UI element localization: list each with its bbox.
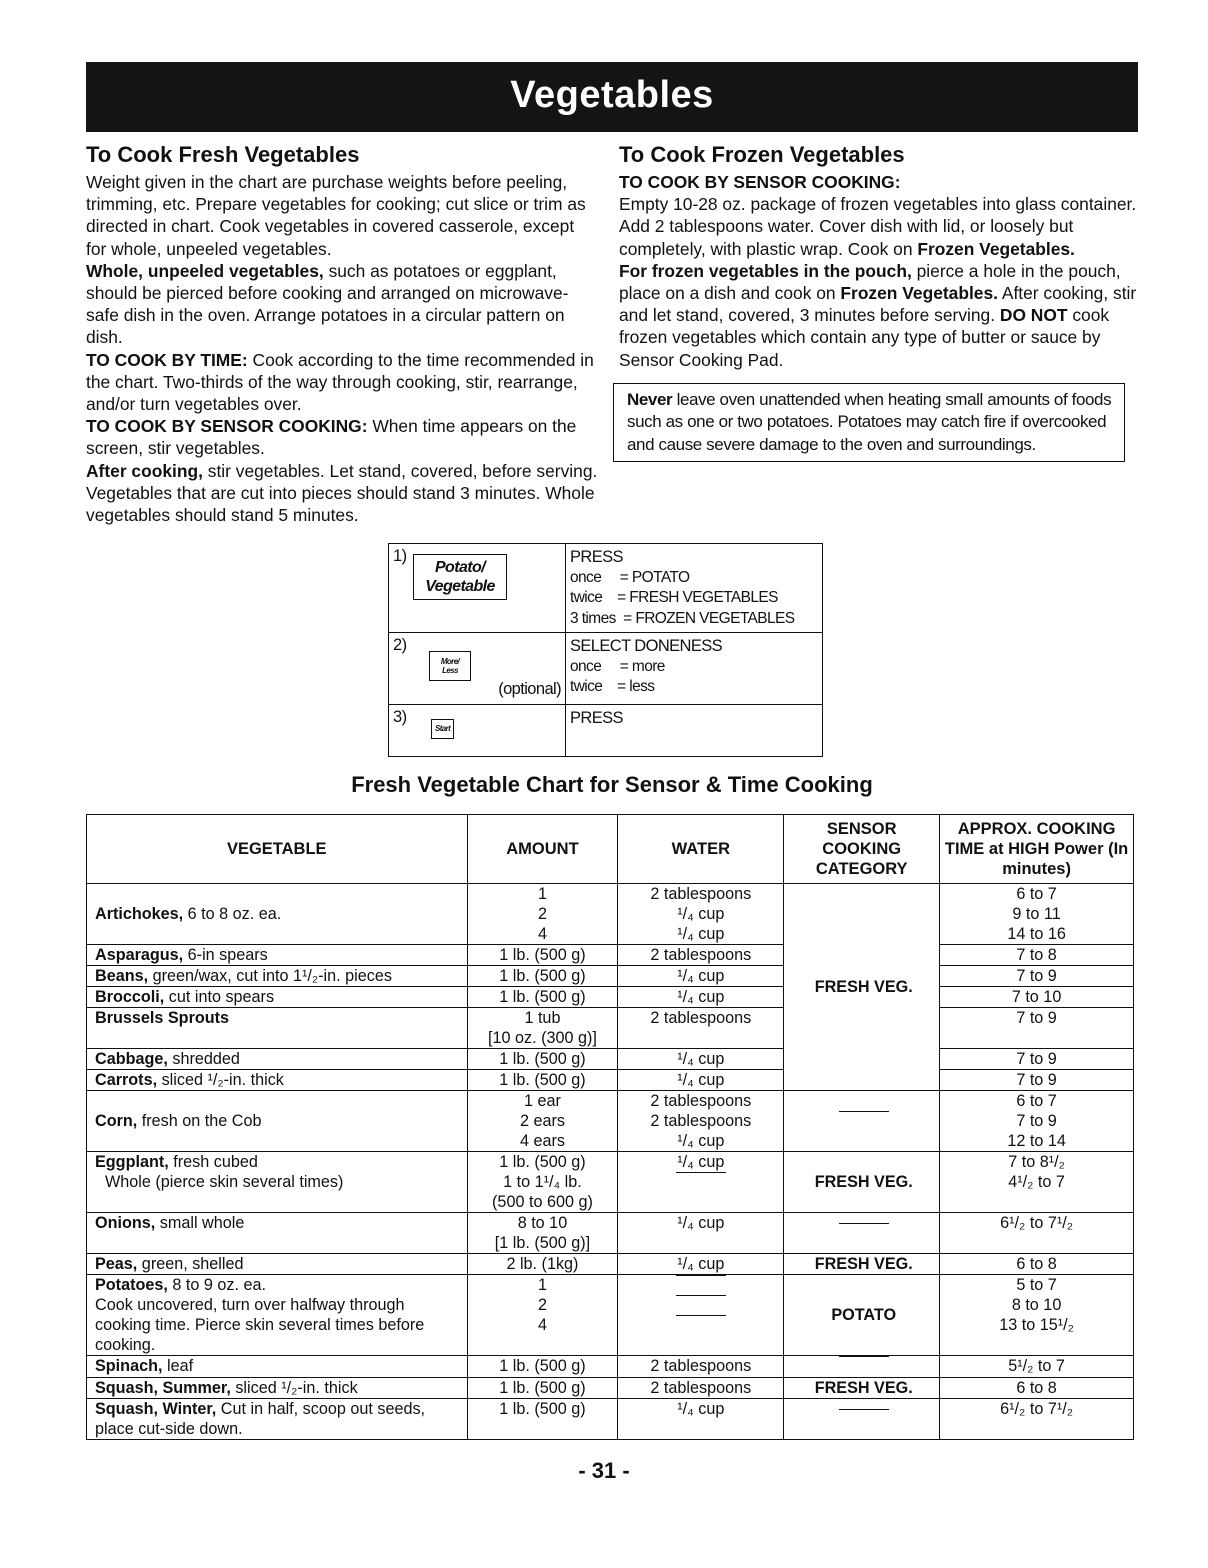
water-line	[622, 1172, 779, 1192]
time-cell	[940, 987, 1134, 1008]
vegetable-cell	[87, 1213, 468, 1254]
amount-line: 1 lb. (500 g)	[499, 1050, 586, 1068]
vegetable-name: Squash, Winter,	[95, 1400, 217, 1419]
amount-cell	[467, 1275, 618, 1356]
vegetable-cell	[87, 987, 468, 1008]
step-instructions	[566, 544, 823, 633]
time-line: 5¹/₂ to 7	[1008, 1357, 1065, 1375]
table-row	[87, 884, 1134, 945]
vegetable-chart	[86, 814, 1134, 1440]
water-line: ¹/₄ cup	[677, 1214, 725, 1232]
water-line: ¹/₄ cup	[677, 1132, 725, 1150]
time-cell	[940, 1152, 1134, 1213]
vegetable-desc: small whole	[155, 1214, 245, 1232]
vegetable-cell	[87, 945, 468, 966]
amount-line: (500 to 600 g)	[492, 1193, 593, 1211]
table-row	[87, 966, 1134, 987]
time-line: 7 to 8	[1016, 946, 1057, 964]
amount-line: 1 lb. (500 g)	[499, 967, 586, 985]
fresh-paragraph: TO COOK BY SENSOR COOKING: When time appears on the screen, stir vegetables.	[86, 416, 577, 459]
category-cell: POTATO	[784, 1275, 940, 1356]
water-cell	[618, 987, 784, 1008]
time-cell	[940, 1356, 1134, 1378]
amount-line: 1 lb. (500 g)	[499, 1379, 586, 1398]
column-header: WATER	[618, 815, 784, 884]
step-key-cell	[389, 544, 566, 633]
vegetable-desc: 6-in spears	[183, 946, 268, 964]
time-line: 7 to 10	[1011, 988, 1062, 1006]
page-number: - 31 -	[578, 1458, 630, 1483]
amount-line: 2 ears	[519, 1112, 565, 1130]
table-row	[87, 945, 1134, 966]
time-cell	[940, 1070, 1134, 1091]
frozen-paragraph: Empty 10-28 oz. package of frozen vegetables into glass container. Add 2 tablespoons water. Cover dish with lid, or loosely but completely, with plastic wrap. Cook on Frozen Vegetables.	[619, 194, 1137, 259]
dash-mark	[839, 1409, 889, 1430]
time-line: 7 to 8¹/₂	[1008, 1153, 1065, 1171]
water-line: ¹/₄ cup	[677, 988, 725, 1006]
amount-cell	[467, 1091, 618, 1152]
table-row	[87, 1254, 1134, 1275]
time-cell	[940, 1091, 1134, 1152]
water-cell	[618, 1070, 784, 1091]
step-number: 3)	[393, 708, 407, 726]
water-cell	[618, 945, 784, 966]
fresh-paragraph: After cooking, stir vegetables. Let stand, covered, before serving. Vegetables that are cut into pieces should stand 3 minutes. Whole vegetables should stand 5 minutes.	[86, 460, 598, 526]
vegetable-cell	[87, 1008, 468, 1049]
amount-line: 1 to 1¹/₄ lb.	[503, 1173, 582, 1191]
amount-line: 1	[537, 1276, 547, 1294]
vegetable-cell	[87, 966, 468, 987]
category-cell	[784, 1399, 940, 1440]
amount-line: [1 lb. (500 g)]	[494, 1234, 591, 1252]
step-number: 1)	[393, 547, 407, 565]
vegetable-desc: sliced ¹/₂-in. thick	[157, 1071, 284, 1089]
vegetable-cell	[87, 1356, 468, 1378]
vegetable-desc: fresh cubed	[168, 1153, 258, 1171]
vegetable-desc: green/wax, cut into 1¹/₂-in. pieces	[148, 967, 392, 985]
amount-line: 2	[537, 905, 547, 923]
vegetable-desc: sliced ¹/₂-in. thick	[230, 1379, 358, 1398]
time-line: 6 to 7	[1016, 885, 1057, 903]
vegetable-name: Squash, Summer,	[95, 1379, 231, 1398]
vegetable-cell	[87, 1399, 468, 1440]
amount-line: 2 lb. (1kg)	[506, 1255, 579, 1273]
water-cell	[618, 1049, 784, 1070]
table-row	[87, 987, 1134, 1008]
vegetable-name: Beans,	[95, 967, 149, 985]
category-cell: FRESH VEG.	[784, 884, 940, 1091]
page-banner: Vegetables	[86, 62, 1138, 132]
water-cell	[618, 884, 784, 945]
water-cell	[618, 1378, 784, 1399]
step-line: once = POTATO	[570, 568, 690, 586]
time-cell	[940, 945, 1134, 966]
category-cell	[784, 1091, 940, 1152]
vegetable-name: Asparagus,	[95, 946, 184, 964]
amount-line: 8 to 10	[517, 1214, 568, 1232]
table-row	[87, 1213, 1134, 1254]
vegetable-name: Peas,	[95, 1255, 138, 1273]
vegetable-note: Cook uncovered, turn over halfway through cooking time. Pierce skin several times before cooking.	[95, 1296, 425, 1354]
amount-line: 1 lb. (500 g)	[499, 1400, 586, 1419]
vegetable-desc: shredded	[167, 1050, 240, 1068]
dash-mark	[839, 1111, 889, 1132]
more-less-pad-icon: More/ Less	[429, 651, 471, 681]
vegetable-desc: 6 to 8 oz. ea.	[183, 905, 282, 923]
water-line: ¹/₄ cup	[677, 967, 725, 985]
vegetable-cell	[87, 1152, 468, 1213]
amount-cell	[467, 1399, 618, 1440]
water-line: 2 tablespoons	[650, 1357, 752, 1375]
step-row	[389, 705, 823, 757]
vegetable-cell	[87, 1378, 468, 1399]
water-cell	[618, 1399, 784, 1440]
vegetable-name: Broccoli,	[95, 988, 165, 1006]
dash-mark	[839, 1356, 889, 1377]
amount-line: 1 tub	[524, 1009, 561, 1027]
time-line: 12 to 14	[1007, 1132, 1066, 1150]
steps-table	[388, 543, 823, 757]
amount-cell	[467, 1049, 618, 1070]
time-line: 6 to 8	[1016, 1379, 1057, 1398]
water-line: 2 tablespoons	[650, 1092, 752, 1110]
vegetable-name: Brussels Sprouts	[95, 1009, 230, 1027]
table-row	[87, 1356, 1134, 1378]
time-cell	[940, 1275, 1134, 1356]
water-line	[622, 1275, 779, 1295]
time-line: 8 to 10	[1011, 1296, 1062, 1314]
time-cell	[940, 1213, 1134, 1254]
time-line: 6 to 8	[1016, 1255, 1057, 1273]
dash-mark	[676, 1275, 726, 1296]
table-row	[87, 1378, 1134, 1399]
amount-cell	[467, 1152, 618, 1213]
table-row	[87, 1091, 1134, 1152]
category-cell: FRESH VEG.	[784, 1378, 940, 1399]
time-cell	[940, 1378, 1134, 1399]
column-header: VEGETABLE	[87, 815, 468, 884]
step-line: PRESS	[570, 548, 623, 566]
optional-note: (optional)	[498, 680, 561, 698]
category-cell: FRESH VEG.	[784, 1254, 940, 1275]
vegetable-desc: green, shelled	[137, 1255, 244, 1273]
vegetable-desc: Cut in half, scoop out seeds, place cut-side down.	[95, 1400, 426, 1439]
water-line	[622, 1295, 779, 1315]
category-cell	[784, 1213, 940, 1254]
table-row	[87, 1070, 1134, 1091]
water-line: 2 tablespoons	[650, 1009, 752, 1027]
amount-line: 1 ear	[524, 1092, 561, 1110]
vegetable-desc: fresh on the Cob	[137, 1112, 262, 1130]
chart-title: Fresh Vegetable Chart for Sensor & Time Cooking	[351, 772, 873, 797]
water-cell	[618, 1213, 784, 1254]
amount-cell	[467, 1378, 618, 1399]
amount-line: 4 ears	[519, 1132, 565, 1150]
time-cell	[940, 884, 1134, 945]
step-line: 3 times = FROZEN VEGETABLES	[570, 609, 795, 627]
time-cell	[940, 966, 1134, 987]
frozen-paragraph: For frozen vegetables in the pouch, pierce a hole in the pouch, place on a dish and cook on Frozen Vegetables. After cooking, stir and let stand, covered, 3 minutes before serving. DO NOT cook frozen vegetables which contain any type of butter or sauce by Sensor Cooking Pad.	[619, 260, 1137, 370]
vegetable-desc: 8 to 9 oz. ea.	[167, 1276, 266, 1294]
dash-mark	[676, 1295, 726, 1316]
time-line: 5 to 7	[1016, 1276, 1057, 1294]
dash-mark	[676, 1172, 726, 1193]
fresh-section	[86, 142, 598, 526]
amount-line: 1 lb. (500 g)	[499, 1071, 586, 1089]
frozen-subheading: TO COOK BY SENSOR COOKING:	[619, 172, 901, 192]
frozen-section	[619, 142, 1139, 462]
water-line: ¹/₄ cup	[677, 1255, 725, 1273]
amount-line: 1 lb. (500 g)	[499, 946, 586, 964]
time-cell	[940, 1254, 1134, 1275]
water-cell	[618, 1254, 784, 1275]
step-row	[389, 633, 823, 705]
time-cell	[940, 1399, 1134, 1440]
water-line: ¹/₄ cup	[677, 1153, 725, 1171]
time-line: 7 to 9	[1016, 1009, 1057, 1027]
category-cell: FRESH VEG.	[784, 1152, 940, 1213]
vegetable-name: Potatoes,	[95, 1276, 168, 1294]
time-line: 4¹/₂ to 7	[1008, 1173, 1065, 1191]
amount-cell	[467, 1356, 618, 1378]
vegetable-cell	[87, 1091, 468, 1152]
fresh-paragraph: Whole, unpeeled vegetables, such as potatoes or eggplant, should be pierced before cooking and arranged on microwave-safe dish in the oven. Arrange potatoes in a circular pattern on dish.	[86, 260, 569, 348]
water-line: ¹/₄ cup	[677, 1071, 725, 1089]
water-line: ¹/₄ cup	[677, 905, 725, 923]
amount-cell	[467, 1213, 618, 1254]
amount-line: 1	[537, 885, 547, 903]
vegetable-name: Carrots,	[95, 1071, 158, 1089]
step-line: twice = FRESH VEGETABLES	[570, 589, 778, 606]
water-cell	[618, 966, 784, 987]
vegetable-name: Artichokes,	[95, 905, 184, 923]
time-line: 9 to 11	[1012, 905, 1061, 923]
fresh-paragraph: TO COOK BY TIME: Cook according to the time recommended in the chart. Two-thirds of the way through cooking, stir, rearrange, and/or turn vegetables over.	[86, 349, 594, 415]
chart-body	[87, 884, 1134, 1440]
category-cell	[784, 1356, 940, 1378]
time-cell	[940, 1049, 1134, 1070]
dash-mark	[676, 1315, 726, 1336]
fresh-paragraph: Weight given in the chart are purchase weights before peeling, trimming, etc. Prepare vegetables for cooking; cut slice or trim as directed in chart. Cook vegetables in covered casserole, except for whole, unpeeled vegetables.	[86, 172, 586, 259]
vegetable-cell	[87, 1254, 468, 1275]
time-cell	[940, 1008, 1134, 1049]
step-line: SELECT DONENESS	[570, 637, 723, 655]
table-row	[87, 1049, 1134, 1070]
water-line: 2 tablespoons	[650, 1379, 752, 1398]
amount-line: 1 lb. (500 g)	[499, 988, 586, 1006]
chart-header-row	[87, 815, 1134, 884]
step-line: once = more	[570, 657, 665, 675]
time-line: 13 to 15¹/₂	[999, 1316, 1074, 1334]
amount-cell	[467, 966, 618, 987]
potato-vegetable-pad-icon: Potato/ Vegetable	[413, 554, 507, 600]
amount-line: 1 lb. (500 g)	[499, 1153, 586, 1171]
vegetable-cell	[87, 1275, 468, 1356]
amount-line: 2	[537, 1296, 547, 1314]
amount-cell	[467, 1254, 618, 1275]
amount-cell	[467, 1008, 618, 1049]
water-cell	[618, 1152, 784, 1213]
table-row	[87, 1008, 1134, 1049]
column-header: SENSOR COOKING CATEGORY	[784, 815, 940, 884]
start-pad-icon: Start	[431, 719, 454, 739]
time-line: 6¹/₂ to 7¹/₂	[1000, 1400, 1073, 1419]
amount-cell	[467, 1070, 618, 1091]
time-line: 6 to 7	[1016, 1092, 1057, 1110]
vegetable-cell	[87, 1049, 468, 1070]
time-line: 7 to 9	[1016, 967, 1057, 985]
amount-line: 4	[537, 1316, 547, 1334]
table-row	[87, 1275, 1134, 1356]
water-line: ¹/₄ cup	[677, 1400, 725, 1419]
time-line: 6¹/₂ to 7¹/₂	[1000, 1214, 1073, 1232]
step-key-cell	[389, 633, 566, 705]
step-line: PRESS	[570, 709, 623, 727]
water-cell	[618, 1008, 784, 1049]
water-line: 2 tablespoons	[650, 946, 752, 964]
step-instructions	[566, 705, 823, 757]
vegetable-desc: leaf	[162, 1357, 194, 1375]
vegetable-note: Whole (pierce skin several times)	[105, 1173, 344, 1191]
table-row	[87, 1399, 1134, 1440]
column-header: APPROX. COOKING TIME at HIGH Power (In minutes)	[940, 815, 1134, 884]
water-line: ¹/₄ cup	[677, 925, 725, 943]
vegetable-name: Eggplant,	[95, 1153, 169, 1171]
step-key-cell	[389, 705, 566, 757]
step-instructions	[566, 633, 823, 705]
water-line: ¹/₄ cup	[677, 1050, 725, 1068]
water-cell	[618, 1275, 784, 1356]
step-row	[389, 544, 823, 633]
frozen-heading: To Cook Frozen Vegetables	[619, 142, 905, 167]
table-row	[87, 1152, 1134, 1213]
warning-box: Never leave oven unattended when heating small amounts of foods such as one or two potatoes. Potatoes may catch fire if overcooked and cause severe damage to the oven and surroundings.	[613, 383, 1125, 463]
time-line: 7 to 9	[1016, 1071, 1057, 1089]
vegetable-name: Cabbage,	[95, 1050, 168, 1068]
vegetable-name: Onions,	[95, 1214, 156, 1232]
amount-line: 1 lb. (500 g)	[499, 1357, 586, 1375]
amount-cell	[467, 987, 618, 1008]
step-line: twice = less	[570, 678, 655, 695]
amount-line: 4	[537, 925, 547, 943]
amount-cell	[467, 945, 618, 966]
vegetable-cell	[87, 1070, 468, 1091]
column-header: AMOUNT	[467, 815, 618, 884]
vegetable-desc: cut into spears	[164, 988, 275, 1006]
water-line	[622, 1315, 779, 1335]
fresh-heading: To Cook Fresh Vegetables	[86, 142, 360, 167]
water-line: 2 tablespoons	[650, 885, 752, 903]
vegetable-name: Spinach,	[95, 1357, 163, 1375]
amount-line: [10 oz. (300 g)]	[488, 1029, 597, 1047]
time-line: 7 to 9	[1016, 1112, 1057, 1130]
water-cell	[618, 1091, 784, 1152]
time-line: 14 to 16	[1007, 925, 1066, 943]
vegetable-cell	[87, 884, 468, 945]
amount-cell	[467, 884, 618, 945]
step-number: 2)	[393, 636, 407, 654]
vegetable-name: Corn,	[95, 1112, 138, 1130]
time-line: 7 to 9	[1016, 1050, 1057, 1068]
dash-mark	[839, 1223, 889, 1244]
water-line: 2 tablespoons	[650, 1112, 752, 1130]
water-cell	[618, 1356, 784, 1378]
